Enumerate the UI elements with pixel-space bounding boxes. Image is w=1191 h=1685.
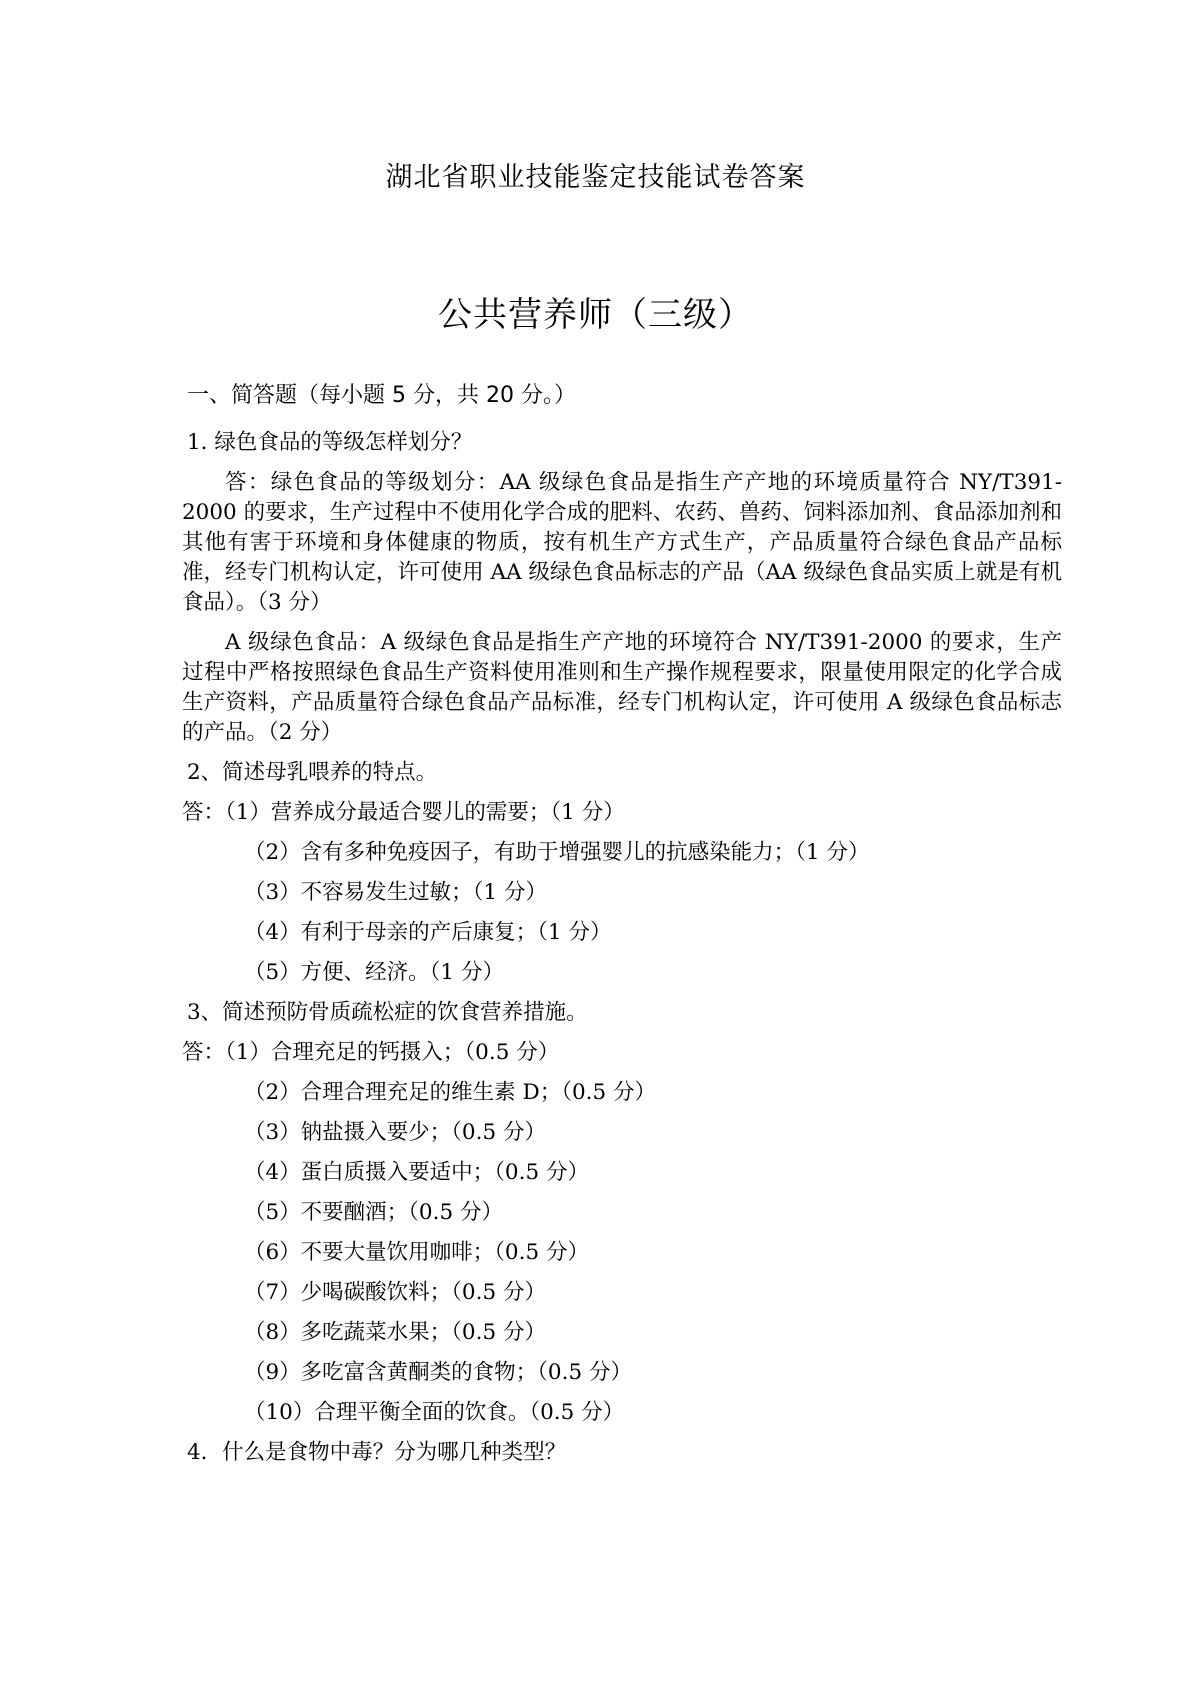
document-header-title: 湖北省职业技能鉴定技能试卷答案: [385, 162, 806, 193]
question-1-answer-paragraph-1: 答：绿色食品的等级划分：AA 级绿色食品是指生产产地的环境质量符合 NY/T391-2000 的要求，生产过程中不使用化学合成的肥料、农药、兽药、饲料添加剂、食品添加剂和其他有害于环境和身体健康的物质，按有机生产方式生产，产品质量符合绿色食品产品标准，经专门机构认定，许可使用 AA 级绿色食品标志的产品（AA 级绿色食品实质上就是有机食品）。（3 分）: [182, 470, 1062, 615]
question-4-text: 4．什么是食物中毒？分为哪几种类型？: [187, 1440, 567, 1465]
question-3-answer-item-3: （3）钠盐摄入要少；（0.5 分）: [244, 1120, 546, 1145]
question-2-answer-item-5: （5）方便、经济。（1 分）: [244, 960, 504, 985]
question-3-answer-item-2: （2）合理合理充足的维生素 D；（0.5 分）: [244, 1080, 657, 1105]
exam-title: 公共营养师（三级）: [438, 295, 753, 335]
question-3-answer-item-6: （6）不要大量饮用咖啡；（0.5 分）: [244, 1240, 589, 1265]
question-3-answer-item-1: 答：（1）合理充足的钙摄入；（0.5 分）: [182, 1040, 560, 1065]
question-3-answer-item-8: （8）多吃蔬菜水果；（0.5 分）: [244, 1320, 546, 1345]
question-2-answer-item-1: 答：（1）营养成分最适合婴儿的需要；（1 分）: [182, 800, 625, 825]
question-3-answer-item-7: （7）少喝碳酸饮料；（0.5 分）: [244, 1280, 546, 1305]
question-3-answer-item-10: （10）合理平衡全面的饮食。（0.5 分）: [244, 1400, 625, 1425]
question-1-answer-paragraph-2: A 级绿色食品：A 级绿色食品是指生产产地的环境符合 NY/T391-2000 的要求，生产过程中严格按照绿色食品生产资料使用准则和生产操作规程要求，限量使用限定的化学合成生产资料，产品质量符合绿色食品产品标准，经专门机构认定，许可使用 A 级绿色食品标志的产品。（2 分）: [182, 630, 1062, 745]
question-2-answer-item-3: （3）不容易发生过敏；（1 分）: [244, 880, 547, 905]
question-3-text: 3、简述预防骨质疏松症的饮食营养措施。: [187, 1000, 588, 1025]
answer-content: [182, 428, 1062, 1478]
question-3-answer-item-4: （4）蛋白质摄入要适中；（0.5 分）: [244, 1160, 589, 1185]
question-2-answer-item-4: （4）有利于母亲的产后康复；（1 分）: [244, 920, 612, 945]
question-2-answer-item-2: （2）含有多种免疫因子，有助于增强婴儿的抗感染能力；（1 分）: [244, 840, 870, 865]
question-3-answer-item-9: （9）多吃富含黄酮类的食物；（0.5 分）: [244, 1360, 632, 1385]
question-1-text: 1. 绿色食品的等级怎样划分？: [187, 430, 473, 455]
question-2-text: 2、简述母乳喂养的特点。: [187, 760, 438, 785]
question-3-answer-item-5: （5）不要酗酒；（0.5 分）: [244, 1200, 503, 1225]
section-heading: 一、简答题（每小题 5 分，共 20 分。）: [187, 383, 576, 408]
